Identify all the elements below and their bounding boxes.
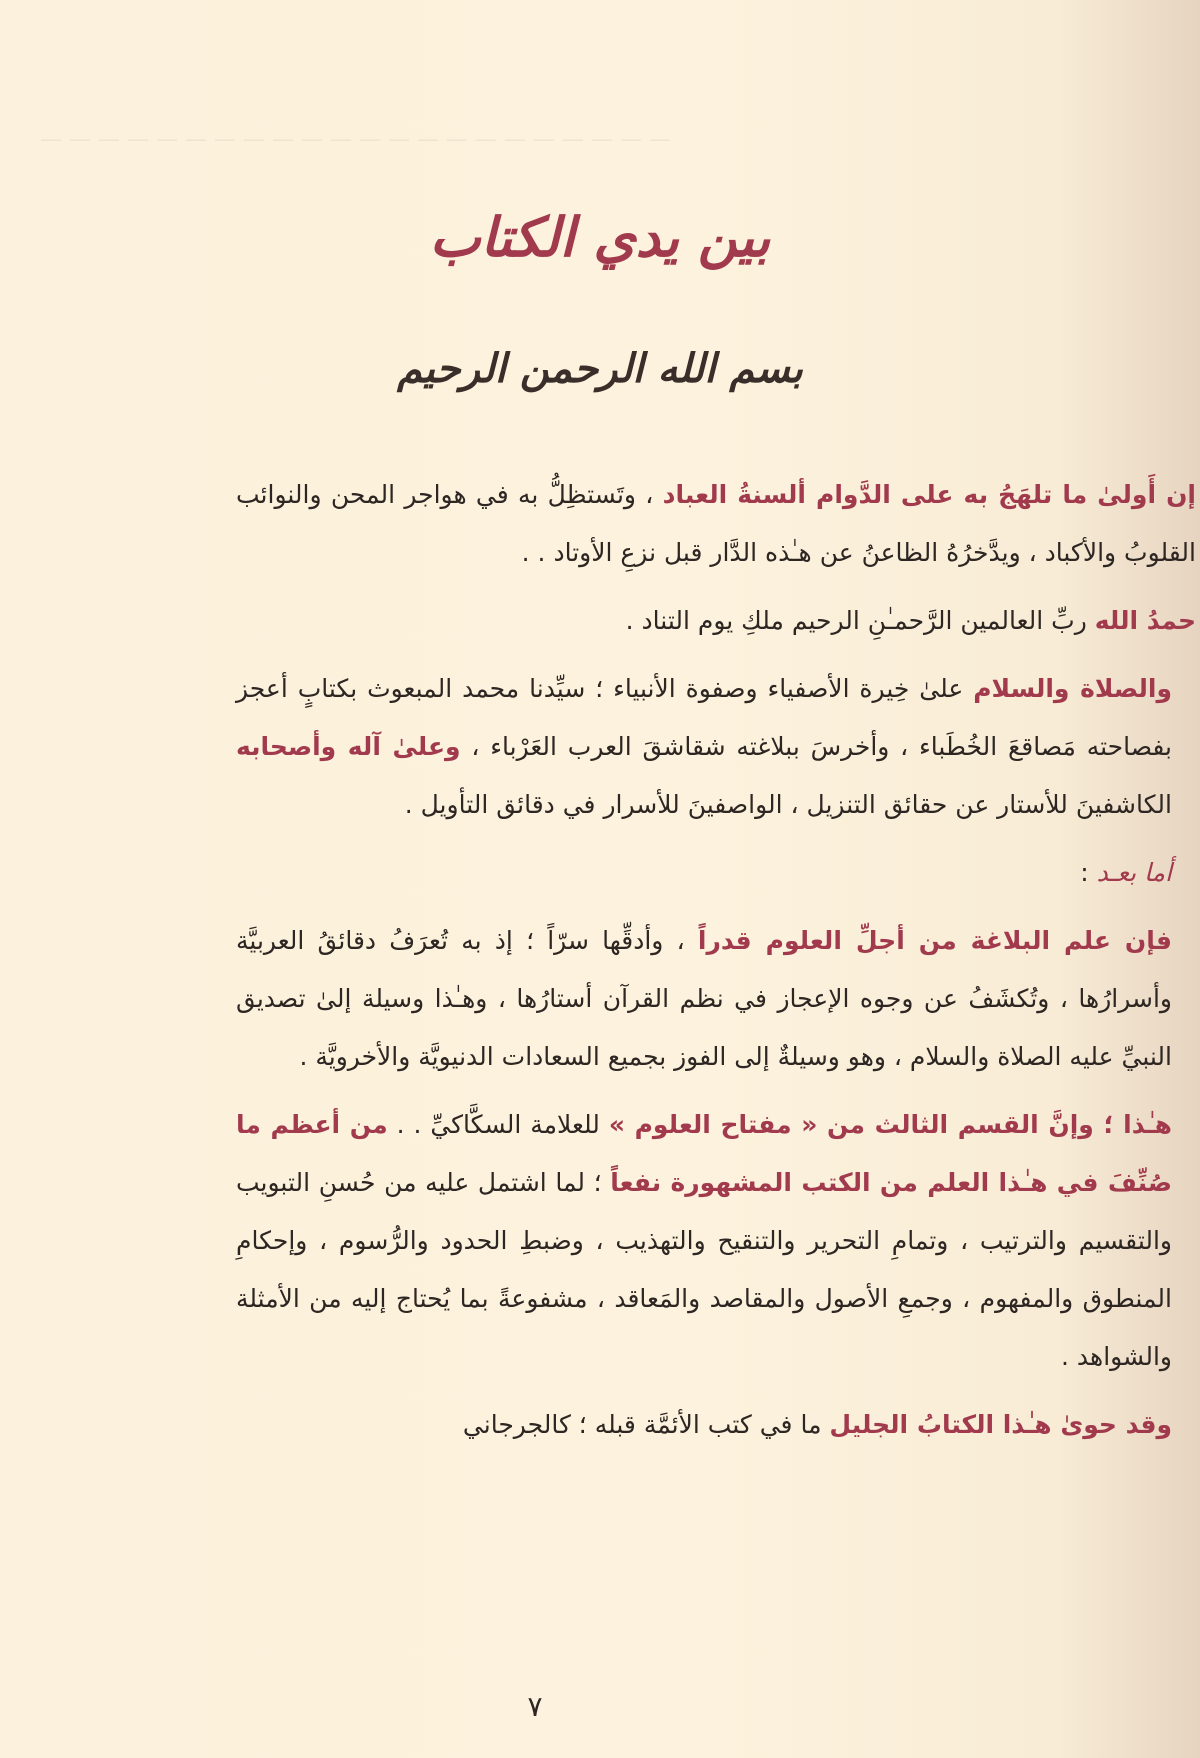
paragraph-3 (236, 660, 1196, 834)
paragraph-text: علىٰ خِيرة الأصفياء وصفوة الأنبياء ؛ سيِّدنا محمد المبعوث بكتابٍ أعجز بفصاحته مَصاقعَ الخُطَباء ، وأخرسَ ببلاغته شقاشقَ العرب العَرْباء ، (236, 674, 1172, 761)
paragraph-text: ؛ لما اشتمل عليه من حُسنِ التبويب والتقسيم والترتيب ، وتمامِ التحرير والتنقيح والتهذيب ، وضبطِ الحدود والرُّسوم ، وإحكامِ المنطوق والمفهوم ، وجمعِ الأصول والمقاصد والمَعاقد ، مشفوعةً بما يُحتاج إليه من الأمثلة والشواهد . (236, 1168, 1172, 1371)
paragraph-text: ربِّ العالمين الرَّحمـٰنِ الرحيم ملكِ يوم التناد . (625, 606, 1095, 635)
paragraph-text: للعلامة السكَّاكيِّ . . (387, 1110, 609, 1139)
highlight-phrase: وعلىٰ آله وأصحابه (236, 732, 461, 761)
paragraph-text: ما في كتب الأئمَّة قبله ؛ كالجرجاني (462, 1410, 830, 1439)
highlight-phrase: إن أَولىٰ ما تلهَجُ به على الدَّوام ألسنةُ العباد (662, 480, 1197, 509)
highlight-phrase: وقد حوىٰ هـٰذا الكتابُ الجليل (829, 1410, 1172, 1439)
amma-baad (236, 844, 1196, 902)
colon: : (1080, 858, 1097, 887)
paragraph-text: الكاشفينَ للأستار عن حقائق التنزيل ، الواصفينَ للأسرار في دقائق التأويل . (404, 790, 1172, 819)
highlight-phrase: فإن علم البلاغة من أجلِّ العلوم قدراً (697, 926, 1172, 955)
paragraph-text: ، وتَستظِلُّ به في هواجر المحن والنوائب القلوبُ والأكباد ، ويدَّخرُهُ الظاعنُ عن هـٰذه الدَّار قبل نزعِ الأوتاد . . (236, 480, 1196, 567)
paragraph-2 (236, 592, 1196, 650)
paragraph-6 (236, 1396, 1196, 1454)
paragraph-4 (236, 912, 1196, 1086)
page-title: بين يدي الكتاب (429, 205, 771, 269)
bleed-through-text: — — — — — — — — — — — — — — — — — — — — — — (40, 127, 671, 152)
amma-baad-heading: أما بعـد (1096, 858, 1172, 887)
paragraph-text: ، وأدقِّها سرّاً ؛ إذ به تُعرَفُ دقائقُ العربيَّة وأسرارُها ، وتُكشَفُ عن وجوه الإعجاز في نظم القرآن أستارُها ، وهـٰذا وسيلة إلىٰ تصديق النبيِّ عليه الصلاة والسلام ، وهو وسيلةٌ إلى الفوز بجميع السعادات الدنيويَّة والأخرويَّة . (236, 926, 1172, 1071)
body-text (236, 466, 1196, 1464)
highlight-phrase: والصلاة والسلام (973, 674, 1172, 703)
highlight-phrase: من أعظم ما صُنِّفَ في هـٰذا العلم من الكتب المشهورة نفعاً (236, 1110, 1172, 1197)
paragraph-5 (236, 1096, 1196, 1386)
highlight-phrase: حمدُ الله (1094, 606, 1196, 635)
paragraph-1 (236, 466, 1196, 582)
basmala: بسم الله الرحمن الرحيم (397, 345, 803, 392)
highlight-phrase: هـٰذا ؛ وإنَّ القسم الثالث من « مفتاح العلوم » (608, 1110, 1173, 1139)
page-number: ٧ (527, 1690, 543, 1723)
